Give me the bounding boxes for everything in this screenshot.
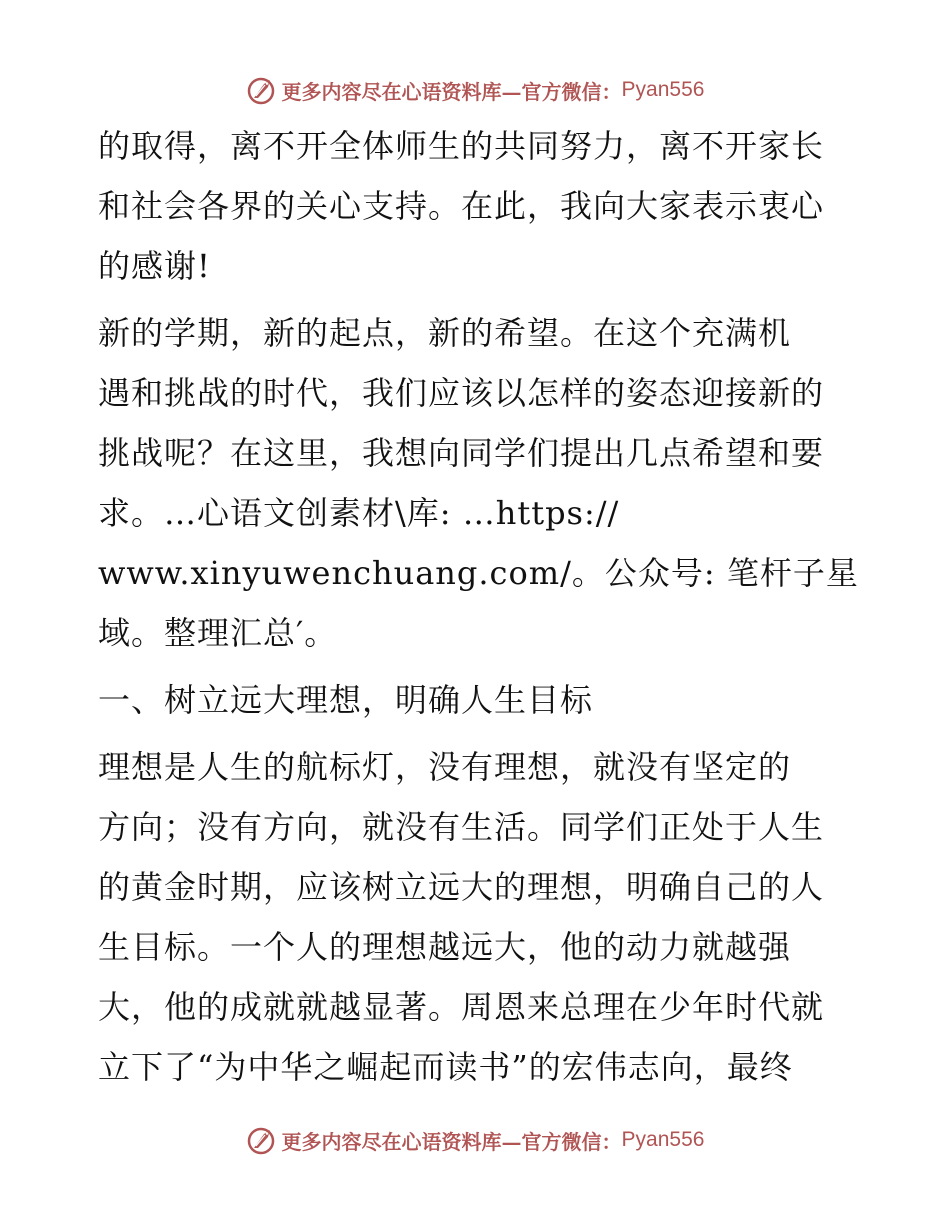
text-line: 大，他的成就就越显著。周恩来总理在少年时代就 <box>98 988 825 1026</box>
footer-wechat-id: Pyan556 <box>621 1128 705 1151</box>
pen-nib-logo-icon <box>246 74 278 106</box>
header-wechat-id: Pyan556 <box>621 78 705 101</box>
text-line: 的黄金时期，应该树立远大的理想，明确自己的人 <box>98 868 825 906</box>
pen-nib-logo-icon <box>246 1124 278 1156</box>
text-line: 和社会各界的关心支持。在此，我向大家表示衷心 <box>98 187 825 225</box>
text-line: 生目标。一个人的理想越远大，他的动力就越强 <box>98 928 792 966</box>
footer-banner <box>0 1120 950 1160</box>
document-body <box>98 116 858 1097</box>
text-line: 方向；没有方向，就没有生活。同学们正处于人生 <box>98 808 825 846</box>
text-line: 立下了“为中华之崛起而读书”的宏伟志向，最终 <box>98 1048 793 1086</box>
header-banner <box>0 70 950 110</box>
paragraph <box>98 303 858 663</box>
text-line: 的取得，离不开全体师生的共同努力，离不开家长 <box>98 127 825 165</box>
text-line: 遇和挑战的时代，我们应该以怎样的姿态迎接新的 <box>98 374 825 412</box>
text-line: 域。整理汇总′。 <box>98 614 338 652</box>
header-banner-text: 更多内容尽在心语资料库—官方微信： <box>281 79 622 104</box>
text-line: 理想是人生的航标灯，没有理想，就没有坚定的 <box>98 748 792 786</box>
text-line: 的感谢! <box>98 247 211 285</box>
text-line: 挑战呢？在这里，我想向同学们提出几点希望和要 <box>98 434 825 472</box>
text-line: 新的学期，新的起点，新的希望。在这个充满机 <box>98 314 792 352</box>
text-line: 求。…心语文创素材\库: …https:// <box>98 494 620 532</box>
footer-banner-text: 更多内容尽在心语资料库—官方微信： <box>281 1129 622 1154</box>
text-line: www.xinyuwenchuang.com/。公众号: 笔杆子星 <box>98 554 859 592</box>
paragraph <box>98 737 858 1097</box>
heading-line: 一、树立远大理想，明确人生目标 <box>98 681 594 719</box>
paragraph <box>98 116 858 296</box>
section-heading <box>98 670 858 730</box>
